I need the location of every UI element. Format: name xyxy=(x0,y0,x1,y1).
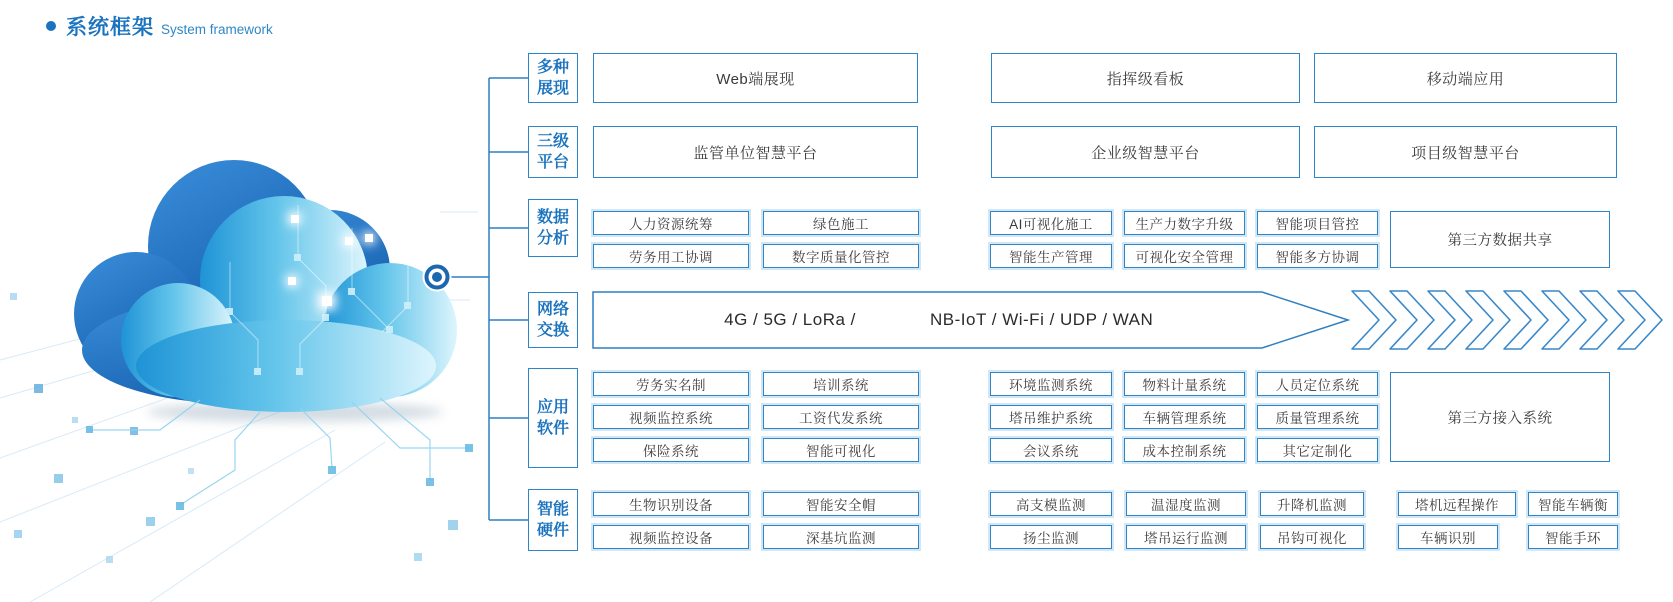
framework-box: 塔吊维护系统 xyxy=(990,405,1112,429)
framework-box: 生物识别设备 xyxy=(593,492,749,516)
framework-box: 企业级智慧平台 xyxy=(991,126,1300,178)
connector-lines xyxy=(451,78,528,520)
framework-box: 保险系统 xyxy=(593,438,749,462)
framework-box-wide: 第三方数据共享 xyxy=(1390,211,1610,268)
framework-box: 温湿度监测 xyxy=(1126,492,1246,516)
framework-box: 数字质量化管控 xyxy=(763,244,919,268)
framework-box: 成本控制系统 xyxy=(1124,438,1245,462)
framework-box: 深基坑监测 xyxy=(763,525,919,549)
page-title xyxy=(46,11,273,41)
page-title-en: System framework xyxy=(161,22,273,37)
row-label-platform: 三级平台 xyxy=(528,126,578,178)
framework-box: 其它定制化 xyxy=(1257,438,1378,462)
framework-box: 监管单位智慧平台 xyxy=(593,126,918,178)
framework-box: 智能安全帽 xyxy=(763,492,919,516)
framework-box: 车辆管理系统 xyxy=(1124,405,1245,429)
framework-box: 移动端应用 xyxy=(1314,53,1617,103)
framework-box: 环境监测系统 xyxy=(990,372,1112,396)
framework-box: 智能车辆衡 xyxy=(1528,492,1618,516)
framework-box: 指挥级看板 xyxy=(991,53,1300,103)
network-protocols-left: 4G / 5G / LoRa / xyxy=(724,310,856,329)
framework-box: 智能可视化 xyxy=(763,438,919,462)
framework-box: 质量管理系统 xyxy=(1257,405,1378,429)
row-label-hardware: 智能硬件 xyxy=(528,489,578,551)
framework-box: 生产力数字升级 xyxy=(1124,211,1245,235)
framework-box: 吊钩可视化 xyxy=(1260,525,1364,549)
framework-box: 物料计量系统 xyxy=(1124,372,1245,396)
framework-box: 车辆识别 xyxy=(1398,525,1498,549)
framework-box: 塔机远程操作 xyxy=(1398,492,1516,516)
framework-box: Web端展现 xyxy=(593,53,918,103)
framework-box: 扬尘监测 xyxy=(990,525,1112,549)
framework-box: 人力资源统筹 xyxy=(593,211,749,235)
row-label-display: 多种展现 xyxy=(528,53,578,103)
row-label-apps: 应用软件 xyxy=(528,368,578,468)
framework-box: 工资代发系统 xyxy=(763,405,919,429)
chevron-flow-icons xyxy=(1352,291,1662,349)
framework-box: 会议系统 xyxy=(990,438,1112,462)
framework-box: 智能多方协调 xyxy=(1257,244,1378,268)
row-label-analysis: 数据分析 xyxy=(528,199,578,257)
framework-box: 视频监控设备 xyxy=(593,525,749,549)
bullet-icon xyxy=(46,21,56,31)
framework-box: 智能手环 xyxy=(1528,525,1618,549)
framework-box: 智能项目管控 xyxy=(1257,211,1378,235)
cloud-floor-nodes xyxy=(86,426,473,561)
row-label-network: 网络交换 xyxy=(528,292,578,348)
framework-box: 智能生产管理 xyxy=(990,244,1112,268)
connection-node-icon xyxy=(423,263,452,292)
framework-box: 绿色施工 xyxy=(763,211,919,235)
network-protocols-right: NB-IoT / Wi-Fi / UDP / WAN xyxy=(930,310,1154,329)
framework-box: 升降机监测 xyxy=(1260,492,1364,516)
framework-box: 培训系统 xyxy=(763,372,919,396)
page-title-zh: 系统框架 xyxy=(66,16,154,39)
framework-box: 高支模监测 xyxy=(990,492,1112,516)
framework-box: 劳务实名制 xyxy=(593,372,749,396)
framework-box: 可视化安全管理 xyxy=(1124,244,1245,268)
framework-box: 劳务用工协调 xyxy=(593,244,749,268)
framework-box-wide: 第三方接入系统 xyxy=(1390,372,1610,462)
framework-box: 塔吊运行监测 xyxy=(1126,525,1246,549)
cloud-illustration xyxy=(74,160,473,561)
framework-box: 视频监控系统 xyxy=(593,405,749,429)
framework-box: AI可视化施工 xyxy=(990,211,1112,235)
framework-box: 项目级智慧平台 xyxy=(1314,126,1617,178)
framework-box: 人员定位系统 xyxy=(1257,372,1378,396)
